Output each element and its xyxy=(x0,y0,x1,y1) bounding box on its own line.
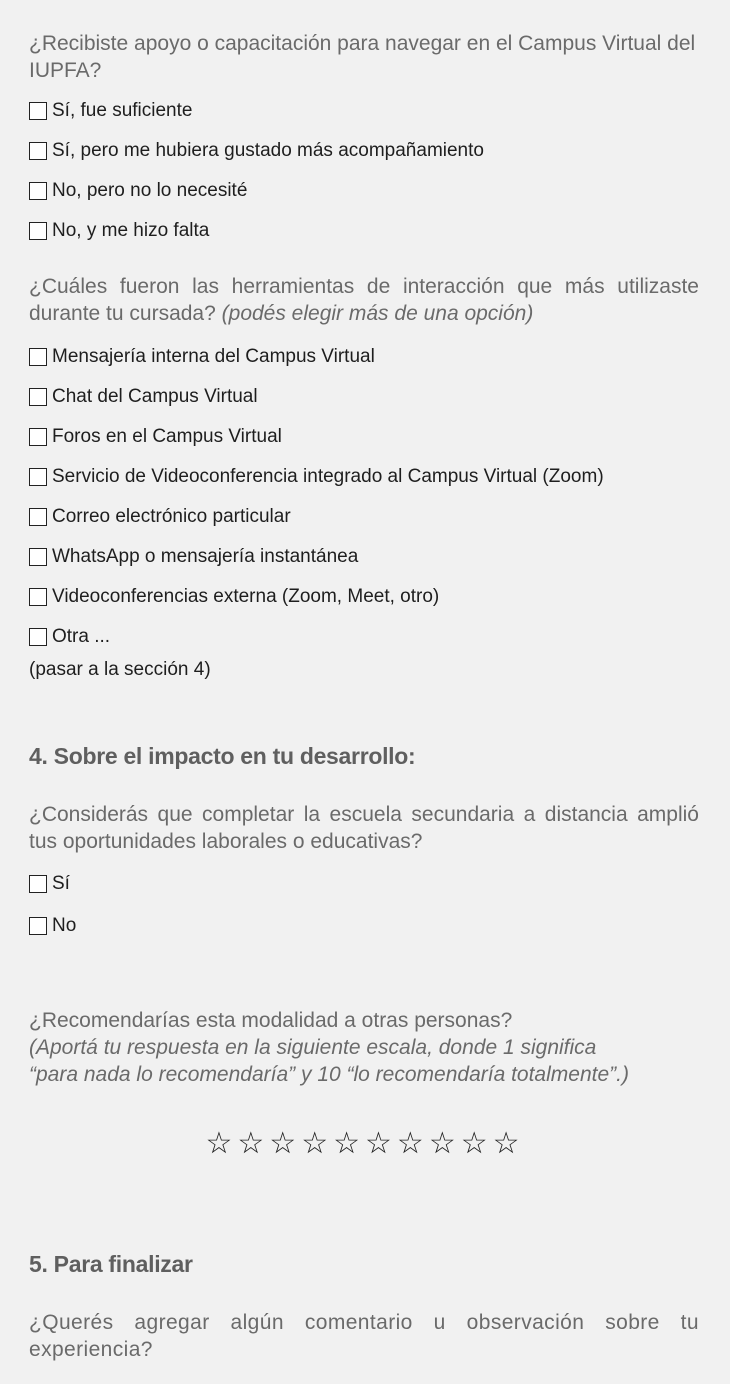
option-label: Sí, fue suficiente xyxy=(52,100,193,121)
rating-star-icon[interactable]: ☆ xyxy=(396,1127,429,1160)
option-tool-personal-email[interactable] xyxy=(29,506,291,528)
question-text: ¿Recomendarías esta modalidad a otras personas? xyxy=(29,1009,513,1032)
question-hint: (podés elegir más de una opción) xyxy=(221,302,534,325)
option-label: No xyxy=(52,915,77,936)
option-tool-forums[interactable] xyxy=(29,426,282,448)
skip-note: (pasar a la sección 4) xyxy=(29,659,211,680)
rating-star-icon[interactable]: ☆ xyxy=(205,1127,238,1160)
rating-star-icon[interactable]: ☆ xyxy=(460,1127,493,1160)
question-hint-line-1: (Aportá tu respuesta en la siguiente escala, donde 1 significa xyxy=(29,1036,597,1059)
rating-star-icon[interactable]: ☆ xyxy=(365,1127,397,1160)
checkbox[interactable] xyxy=(29,875,47,893)
checkbox[interactable] xyxy=(29,142,47,160)
rating-scale xyxy=(0,1126,730,1161)
checkbox[interactable] xyxy=(29,468,47,486)
rating-star-icon[interactable]: ☆ xyxy=(492,1127,525,1160)
option-label: Servicio de Videoconferencia integrado al Campus Virtual (Zoom) xyxy=(52,466,604,487)
option-label: WhatsApp o mensajería instantánea xyxy=(52,546,359,567)
question-support-training: ¿Recibiste apoyo o capacitación para navegar en el Campus Virtual del IUPFA? xyxy=(29,32,696,82)
option-tool-internal-messaging[interactable] xyxy=(29,346,375,368)
checkbox[interactable] xyxy=(29,917,47,935)
option-support-not-needed[interactable] xyxy=(29,180,247,202)
option-support-missing[interactable] xyxy=(29,220,209,242)
checkbox[interactable] xyxy=(29,588,47,606)
question-text: ¿Cuáles fueron las herramientas de interacción que más utilizaste durante tu cursada? xyxy=(29,275,699,325)
checkbox[interactable] xyxy=(29,102,47,120)
option-tool-integrated-videoconference[interactable] xyxy=(29,466,604,488)
option-label: Videoconferencias externa (Zoom, Meet, otro) xyxy=(52,586,440,607)
checkbox[interactable] xyxy=(29,222,47,240)
option-tool-chat[interactable] xyxy=(29,386,258,408)
rating-star-icon[interactable]: ☆ xyxy=(237,1127,270,1160)
rating-star-icon[interactable]: ☆ xyxy=(428,1127,461,1160)
checkbox[interactable] xyxy=(29,182,47,200)
question-interaction-tools xyxy=(29,273,699,327)
option-label: Sí xyxy=(52,873,70,894)
checkbox[interactable] xyxy=(29,428,47,446)
section-5-title: 5. Para finalizar xyxy=(29,1251,193,1277)
option-opportunities-no[interactable] xyxy=(29,915,76,937)
option-label: Mensajería interna del Campus Virtual xyxy=(52,346,375,367)
checkbox[interactable] xyxy=(29,628,47,646)
rating-star-icon[interactable]: ☆ xyxy=(301,1127,334,1160)
question-opportunities: ¿Considerás que completar la escuela secundaria a distancia amplió tus oportunidades laborales o educativas? xyxy=(29,803,699,853)
option-opportunities-yes[interactable] xyxy=(29,873,70,895)
option-support-more-accompaniment[interactable] xyxy=(29,140,484,162)
option-label: Foros en el Campus Virtual xyxy=(52,426,282,447)
rating-star-icon[interactable]: ☆ xyxy=(269,1127,302,1160)
option-label: Sí, pero me hubiera gustado más acompañamiento xyxy=(52,140,484,161)
checkbox[interactable] xyxy=(29,348,47,366)
question-hint-line-2: “para nada lo recomendaría” y 10 “lo recomendaría totalmente”.) xyxy=(29,1063,629,1086)
question-final-comment: ¿Querés agregar algún comentario u observación sobre tu experiencia? xyxy=(29,1311,699,1361)
rating-star-icon[interactable]: ☆ xyxy=(333,1127,365,1160)
question-recommend xyxy=(29,1007,699,1088)
option-support-sufficient[interactable] xyxy=(29,100,192,122)
checkbox[interactable] xyxy=(29,508,47,526)
option-label: No, y me hizo falta xyxy=(52,220,210,241)
option-tool-whatsapp[interactable] xyxy=(29,546,358,568)
option-label: No, pero no lo necesité xyxy=(52,180,248,201)
option-label: Chat del Campus Virtual xyxy=(52,386,258,407)
option-label: Otra ... xyxy=(52,626,111,647)
checkbox[interactable] xyxy=(29,388,47,406)
option-tool-external-videoconference[interactable] xyxy=(29,586,439,608)
option-tool-other[interactable] xyxy=(29,626,110,648)
checkbox[interactable] xyxy=(29,548,47,566)
option-label: Correo electrónico particular xyxy=(52,506,291,527)
section-4-title: 4. Sobre el impacto en tu desarrollo: xyxy=(29,743,416,769)
